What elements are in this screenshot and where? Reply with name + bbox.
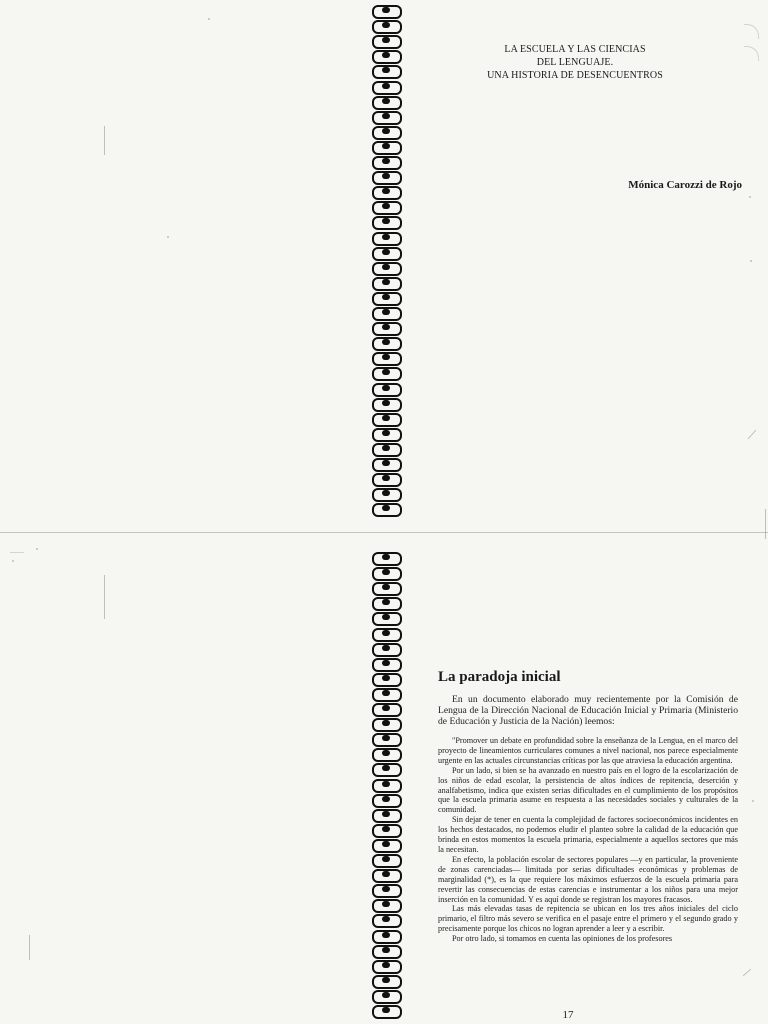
spiral-coil bbox=[368, 351, 402, 364]
intro-paragraph: En un documento elaborado muy recientemente por la Comisión de Lengua de la Dirección Nacional de Educación Inicial y Primaria (Ministerio de Educación y Justicia de la Nación) leemos: bbox=[438, 694, 738, 727]
spiral-coil bbox=[368, 170, 402, 183]
spiral-coil bbox=[368, 336, 402, 349]
spiral-coil bbox=[368, 397, 402, 410]
spiral-coil bbox=[368, 291, 402, 304]
quote-paragraph: Las más elevadas tasas de repitencia se ubican en los tres años iniciales del ciclo primario, el filtro más severo se verifica en el pasaje entre el primero y el segundo grado y precisamente porque los chicos no logran aprender a leer y a escribir. bbox=[438, 904, 738, 934]
quote-paragraph: Sin dejar de tener en cuenta la complejidad de factores socioeconómicos incidentes en los hechos destacados, no podemos eludir el planteo sobre la calidad de la educación que brinda en estos momentos la escuela primaria, especialmente a aquellos sectores que más la necesitan. bbox=[438, 815, 738, 854]
quote-paragraph: "Promover un debate en profundidad sobre la enseñanza de la Lengua, en el marco del proyecto de lineamientos curriculares comunes a nivel nacional, nos parece especialmente urgente en las actuales circunstancias críticas por las que atraviesa la educación argentina. bbox=[438, 736, 738, 765]
spiral-coil bbox=[368, 19, 402, 32]
page-number: 17 bbox=[562, 1009, 574, 1021]
spiral-coil bbox=[368, 989, 402, 1002]
spiral-coil bbox=[368, 472, 402, 485]
spiral-coil bbox=[368, 34, 402, 47]
spiral-coil bbox=[368, 702, 402, 715]
spiral-coil bbox=[368, 838, 402, 851]
spiral-coil bbox=[368, 200, 402, 213]
spiral-coil bbox=[368, 442, 402, 455]
spiral-coil bbox=[368, 717, 402, 730]
spiral-coil bbox=[368, 793, 402, 806]
spiral-coil bbox=[368, 732, 402, 745]
quote-paragraph: En efecto, la población escolar de sectores populares —y en particular, la proveniente de zonas carenciadas— limitada por serias dificultades económicas y problemas de marginalidad (*), es la que requiere los máximos esfuerzos de la escuela primaria para revertir las consecuencias de estas carencias e instrumentar a los niños para una mejor inserción en la comunidad. Y es aquí donde se registran los mayores fracasos. bbox=[438, 854, 738, 904]
spiral-coil bbox=[368, 687, 402, 700]
spiral-coil bbox=[368, 80, 402, 93]
spiral-coil bbox=[368, 427, 402, 440]
quote-paragraph: Por otro lado, si tomamos en cuenta las opiniones de los profesores bbox=[452, 934, 673, 944]
section-title: La paradoja inicial bbox=[438, 669, 561, 685]
bottom-page bbox=[404, 548, 768, 1024]
spiral-coil bbox=[368, 382, 402, 395]
spiral-coil bbox=[368, 215, 402, 228]
spiral-coil bbox=[368, 321, 402, 334]
author-name: Mónica Carozzi de Rojo bbox=[628, 179, 742, 191]
spiral-coil bbox=[368, 762, 402, 775]
spiral-coil bbox=[368, 929, 402, 942]
spiral-coil bbox=[368, 944, 402, 957]
page-fold-line bbox=[0, 532, 768, 533]
spiral-coil bbox=[368, 487, 402, 500]
spiral-coil bbox=[368, 140, 402, 153]
spiral-coil bbox=[368, 4, 402, 17]
spiral-coil bbox=[368, 974, 402, 987]
spiral-coil bbox=[368, 457, 402, 470]
title-line: LA ESCUELA Y LAS CIENCIAS bbox=[504, 44, 646, 55]
spiral-coil bbox=[368, 853, 402, 866]
spiral-coil bbox=[368, 808, 402, 821]
spiral-coil bbox=[368, 1004, 402, 1017]
spiral-coil bbox=[368, 366, 402, 379]
spiral-coil bbox=[368, 306, 402, 319]
spiral-coil bbox=[368, 642, 402, 655]
spiral-coil bbox=[368, 551, 402, 564]
spiral-coil bbox=[368, 913, 402, 926]
spiral-coil bbox=[368, 959, 402, 972]
spiral-coil bbox=[368, 581, 402, 594]
spiral-coil bbox=[368, 125, 402, 138]
title-line: DEL LENGUAJE. bbox=[536, 57, 614, 68]
spiral-coil bbox=[368, 747, 402, 760]
top-page bbox=[404, 0, 768, 532]
spiral-coil bbox=[368, 672, 402, 685]
spiral-coil bbox=[368, 883, 402, 896]
spiral-coil bbox=[368, 412, 402, 425]
spiral-coil bbox=[368, 823, 402, 836]
spiral-coil bbox=[368, 627, 402, 640]
article-title bbox=[470, 43, 680, 82]
spiral-coil bbox=[368, 49, 402, 62]
spiral-coil bbox=[368, 657, 402, 670]
spiral-coil bbox=[368, 276, 402, 289]
spiral-binding-top bbox=[368, 0, 404, 522]
quote-paragraph: Por un lado, si bien se ha avanzado en nuestro país en el logro de la escolarización de los niños de edad escolar, la persistencia de altos índices de repitencia, deserción y analfabetismo, indica que existen serias dificultades en el cumplimiento de los propósitos que la escuela primaria asume en respuesta a las necesidades sociales y culturales de la comunidad. bbox=[438, 765, 738, 815]
article-body bbox=[438, 694, 738, 944]
spiral-coil bbox=[368, 868, 402, 881]
spiral-coil bbox=[368, 110, 402, 123]
spiral-coil bbox=[368, 246, 402, 259]
spiral-coil bbox=[368, 95, 402, 108]
spiral-coil bbox=[368, 261, 402, 274]
spiral-coil bbox=[368, 155, 402, 168]
spiral-coil bbox=[368, 231, 402, 244]
spiral-binding-bottom bbox=[368, 548, 404, 1024]
spiral-coil bbox=[368, 898, 402, 911]
spiral-coil bbox=[368, 64, 402, 77]
spiral-coil bbox=[368, 502, 402, 515]
spiral-coil bbox=[368, 611, 402, 624]
spiral-coil bbox=[368, 566, 402, 579]
title-line: UNA HISTORIA DE DESENCUENTROS bbox=[487, 70, 663, 81]
spiral-coil bbox=[368, 778, 402, 791]
spiral-coil bbox=[368, 185, 402, 198]
spiral-coil bbox=[368, 596, 402, 609]
